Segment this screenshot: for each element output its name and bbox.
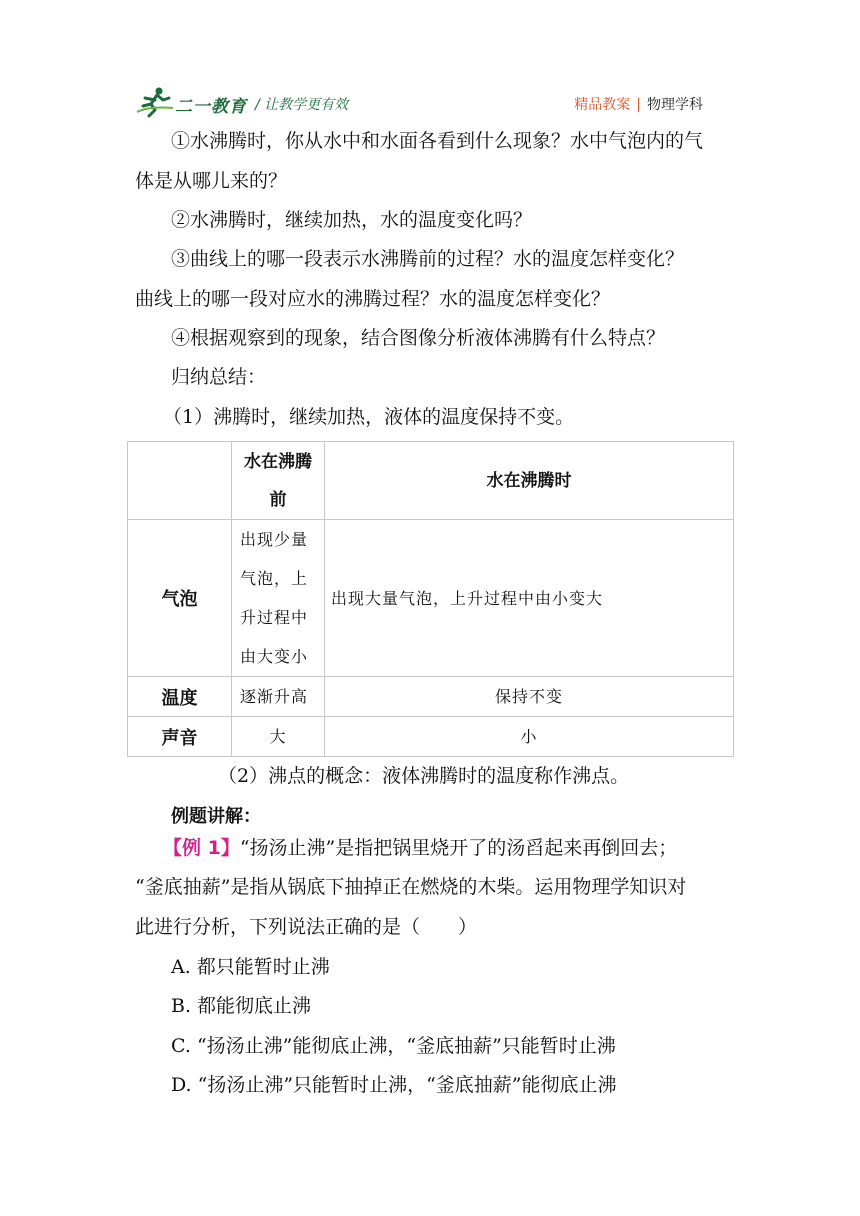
header-tags [574,94,703,114]
example-1-line-2: “釜底抽薪”是指从锅底下抽掉正在燃烧的木柴。运用物理学知识对 [135,876,687,898]
table-row-bubbles [128,520,734,677]
boiling-comparison-table [127,441,734,757]
sound-before-cell: 大 [232,717,325,757]
question-2: ②水沸腾时，继续加热，水的温度变化吗？ [171,209,533,231]
example-1-line-3: 此进行分析，下列说法正确的是（ ） [135,916,478,938]
bubbles-before-line-4: 由大变小 [240,647,309,666]
summary-point-1: （1）沸腾时，继续加热，液体的温度保持不变。 [163,406,575,428]
example-1-tag: 【例 1】 [163,837,240,859]
header-before-line-2: 前 [269,489,287,510]
question-1-line-1: ①水沸腾时，你从水中和水面各看到什么现象？水中气泡内的气 [171,130,704,152]
page-header [135,86,735,118]
option-c: C. “扬汤止沸”能彻底止沸，“釜底抽薪”只能暂时止沸 [171,1035,616,1057]
option-d: D. “扬汤止沸”只能暂时止沸，“釜底抽薪”能彻底止沸 [171,1074,617,1096]
question-4: ④根据观察到的现象，结合图像分析液体沸腾有什么特点？ [171,327,666,349]
bubbles-during-cell: 出现大量气泡，上升过程中由小变大 [325,520,734,677]
table-header-row [128,442,734,520]
bubbles-before-line-3: 升过程中 [240,608,309,627]
table-corner-cell [128,442,232,520]
temperature-before-cell: 逐渐升高 [232,677,325,717]
bubbles-before-cell [232,520,325,677]
table-row-temperature [128,677,734,717]
tag-lesson-plan: 精品教案 [574,97,631,113]
tag-subject: 物理学科 [647,97,703,113]
header-before-line-1: 水在沸腾 [244,451,312,472]
option-a: A. 都只能暂时止沸 [171,956,330,978]
brand-logo-text: 二一教育 [175,97,247,117]
question-3-line-1: ③曲线上的哪一段表示水沸腾前的过程？水的温度怎样变化？ [171,248,685,270]
row-label-temperature: 温度 [128,677,232,717]
row-label-bubbles: 气泡 [128,520,232,677]
sound-during-cell: 小 [325,717,734,757]
example-section-title: 例题讲解： [171,806,261,827]
header-before-boiling [232,442,325,520]
table-row-sound [128,717,734,757]
question-3-line-2: 曲线上的哪一段对应水的沸腾过程？水的温度怎样变化？ [135,288,611,310]
example-1-line-1-text: “扬汤止沸”是指把锅里烧开了的汤舀起来再倒回去； [239,837,678,859]
summary-heading: 归纳总结： [171,366,267,388]
temperature-during-cell: 保持不变 [325,677,734,717]
bubbles-before-line-2: 气泡，上 [240,569,309,588]
tag-separator: | [636,97,641,113]
header-during-boiling: 水在沸腾时 [325,442,734,520]
brand-slogan: / 让教学更有效 [255,97,349,113]
row-label-sound: 声音 [128,717,232,757]
example-1-line-1 [135,829,763,867]
question-1-line-2: 体是从哪儿来的？ [135,170,288,192]
running-figure-logo-icon [135,86,175,118]
option-b: B. 都能彻底止沸 [171,995,312,1017]
summary-point-2: （2）沸点的概念：液体沸腾时的温度称作沸点。 [218,765,630,787]
bubbles-before-line-1: 出现少量 [240,530,309,549]
